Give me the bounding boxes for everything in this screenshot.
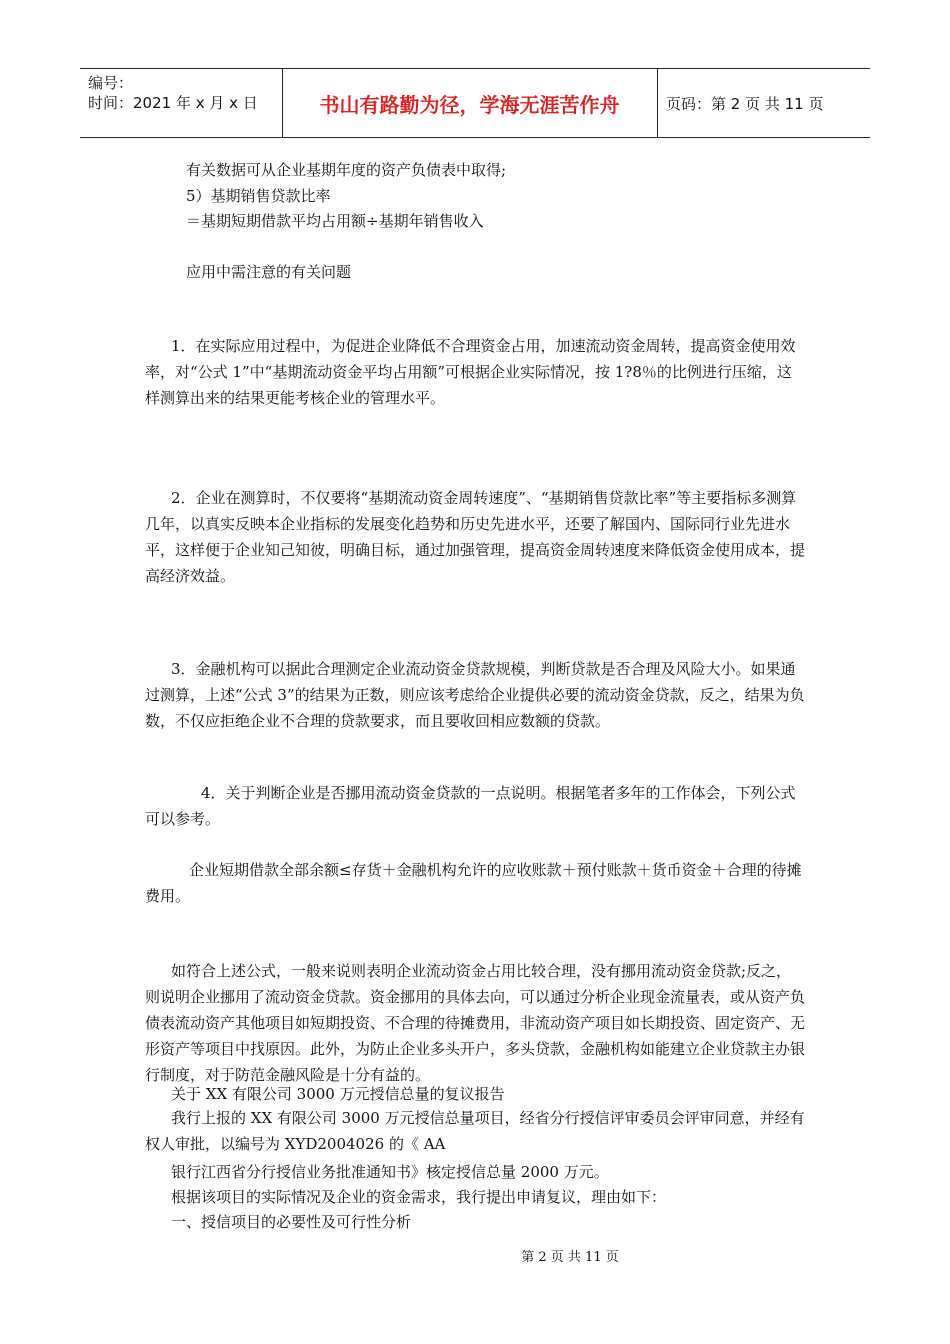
report-title: 关于 XX 有限公司 3000 万元授信总量的复议报告 [171, 1085, 505, 1103]
footer-page-number: 第 2 页 共 11 页 [521, 1250, 619, 1265]
header-page-code: 页码：第 2 页 共 11 页 [666, 95, 824, 113]
paragraph-6: 如符合上述公式，一般来说则表明企业流动资金占用比较合理，没有挪用流动资金贷款;反之，则说明企业挪用了流动资金贷款。资金挪用的具体去向，可以通过分析企业现金流量表，或从资产负债表流动资产其他项目如短期投资、不合理的待摊费用，非流动资产项目如长期投资、固定资产、无形资产等项目中找原因。此外，为防止企业多头开户，多头贷款，金融机构如能建立企业贷款主办银行制度，对于防范金融风险是十分有益的。 [145, 962, 806, 1084]
section-heading: 应用中需注意的有关问题 [186, 263, 352, 281]
body-line: 5）基期销售贷款比率 [186, 187, 331, 205]
body-line: 根据该项目的实际情况及企业的资金需求，我行提出申请复议，理由如下： [171, 1188, 667, 1206]
paragraph-3: 3．金融机构可以据此合理测定企业流动资金贷款规模，判断贷款是否合理及风险大小。如果通过测算，上述“公式 3”的结果为正数，则应该考虑给企业提供必要的流动资金贷款，反之，结果为负数，不仅应拒绝企业不合理的贷款要求，而且要收回相应数额的贷款。 [145, 660, 805, 730]
header-divider [657, 69, 658, 137]
paragraph-1: 1．在实际应用过程中，为促进企业降低不合理资金占用，加速流动资金周转，提高资金使用效率，对“公式 1”中“基期流动资金平均占用额”可根据企业实际情况，按 1?8％的比例进行压缩，这样测算出来的结果更能考核企业的管理水平。 [145, 337, 796, 407]
report-paragraph: 我行上报的 XX 有限公司 3000 万元授信总量项目，经省分行授信评审委员会评审同意，并经有权人审批，以编号为 XYD2004026 的《 AA [145, 1109, 805, 1153]
body-line: 银行江西省分行授信业务批准通知书》核定授信总量 2000 万元。 [171, 1163, 609, 1181]
body-line: ＝基期短期借款平均占用额÷基期年销售收入 [186, 212, 484, 230]
formula-paragraph: 企业短期借款全部余额≤存货＋金融机构允许的应收账款＋预付账款＋货币资金＋合理的待摊费用。 [145, 861, 802, 905]
body-line: 有关数据可从企业基期年度的资产负债表中取得; [186, 161, 507, 179]
header-motto: 书山有路勤为径，学海无涯苦作舟 [319, 92, 620, 117]
document-number-label: 编号： [88, 74, 134, 92]
paragraph-4: 4．关于判断企业是否挪用流动资金贷款的一点说明。根据笔者多年的工作体会，下列公式可以参考。 [145, 784, 796, 828]
section-heading: 一、授信项目的必要性及可行性分析 [171, 1213, 412, 1231]
page-header [80, 68, 870, 138]
paragraph-2: 2．企业在测算时，不仅要将“基期流动资金周转速度”、“基期销售贷款比率”等主要指标多测算几年，以真实反映本企业指标的发展变化趋势和历史先进水平，还要了解国内、国际同行业先进水平，这样便于企业知己知彼，明确目标，通过加强管理，提高资金周转速度来降低资金使用成本，提高经济效益。 [145, 489, 806, 585]
document-date: 时间：2021 年 x 月 x 日 [88, 94, 258, 112]
header-meta [88, 73, 280, 113]
page-footer [0, 1246, 950, 1265]
